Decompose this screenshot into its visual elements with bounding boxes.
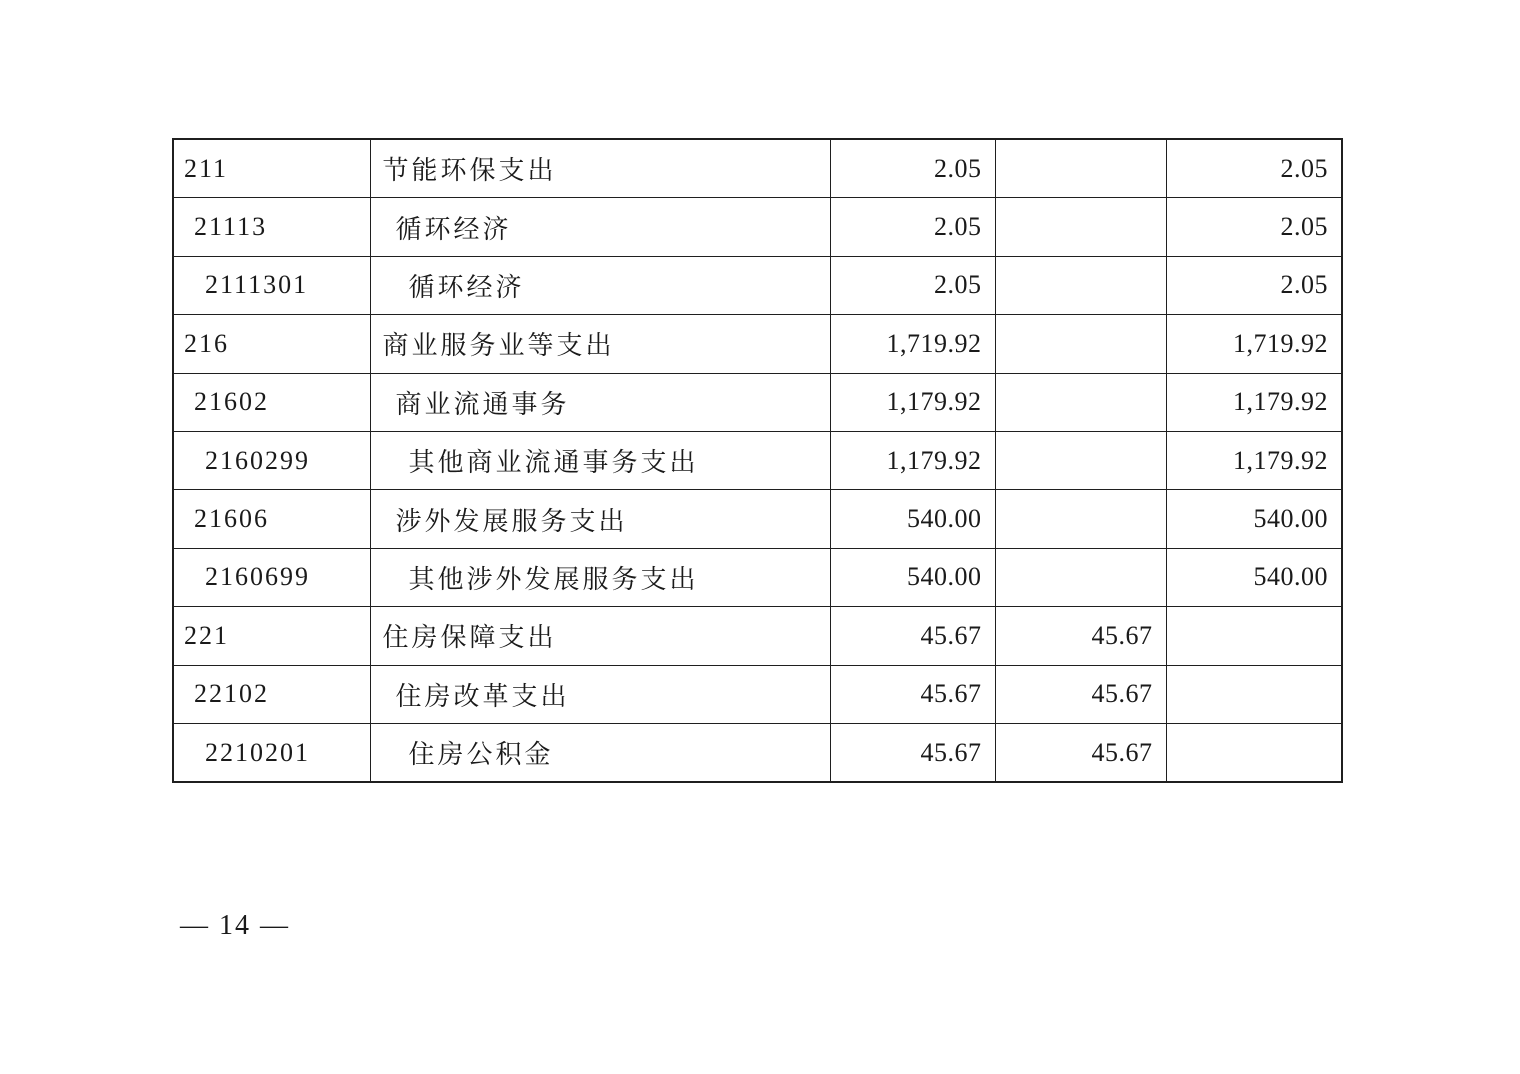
value-cell-total: 1,179.92 xyxy=(830,431,995,489)
value-cell-second: 45.67 xyxy=(995,723,1166,782)
code-cell: 21606 xyxy=(173,490,370,548)
table-row xyxy=(173,723,1342,782)
value-cell-total: 45.67 xyxy=(830,723,995,782)
value-cell-total: 540.00 xyxy=(830,548,995,606)
code-cell: 216 xyxy=(173,315,370,373)
value-cell-total: 540.00 xyxy=(830,490,995,548)
value-cell-third: 540.00 xyxy=(1166,490,1342,548)
code-cell: 2160699 xyxy=(173,548,370,606)
value-cell-total: 45.67 xyxy=(830,607,995,665)
value-cell-third xyxy=(1166,607,1342,665)
name-cell: 涉外发展服务支出 xyxy=(370,490,830,548)
name-cell: 住房保障支出 xyxy=(370,607,830,665)
code-cell: 2111301 xyxy=(173,256,370,314)
value-cell-second xyxy=(995,315,1166,373)
budget-table xyxy=(172,138,1343,783)
value-cell-total: 2.05 xyxy=(830,139,995,198)
page-number: — 14 — xyxy=(180,910,290,941)
name-cell: 循环经济 xyxy=(370,198,830,256)
value-cell-second xyxy=(995,198,1166,256)
value-cell-total: 1,179.92 xyxy=(830,373,995,431)
table-row xyxy=(173,315,1342,373)
name-cell: 住房改革支出 xyxy=(370,665,830,723)
table-row xyxy=(173,373,1342,431)
value-cell-second xyxy=(995,431,1166,489)
value-cell-third: 2.05 xyxy=(1166,198,1342,256)
code-cell: 2210201 xyxy=(173,723,370,782)
name-cell: 商业流通事务 xyxy=(370,373,830,431)
table-row xyxy=(173,490,1342,548)
name-cell: 其他涉外发展服务支出 xyxy=(370,548,830,606)
value-cell-third: 1,179.92 xyxy=(1166,431,1342,489)
table-row xyxy=(173,431,1342,489)
value-cell-second: 45.67 xyxy=(995,607,1166,665)
code-cell: 2160299 xyxy=(173,431,370,489)
value-cell-third xyxy=(1166,723,1342,782)
value-cell-third: 1,179.92 xyxy=(1166,373,1342,431)
table-row xyxy=(173,139,1342,198)
value-cell-second xyxy=(995,256,1166,314)
table-row xyxy=(173,665,1342,723)
value-cell-second xyxy=(995,373,1166,431)
code-cell: 211 xyxy=(173,139,370,198)
name-cell: 节能环保支出 xyxy=(370,139,830,198)
value-cell-third: 540.00 xyxy=(1166,548,1342,606)
table-row xyxy=(173,198,1342,256)
value-cell-third xyxy=(1166,665,1342,723)
value-cell-total: 2.05 xyxy=(830,256,995,314)
name-cell: 循环经济 xyxy=(370,256,830,314)
budget-table-body xyxy=(173,139,1342,782)
value-cell-second xyxy=(995,490,1166,548)
name-cell: 其他商业流通事务支出 xyxy=(370,431,830,489)
table-row xyxy=(173,607,1342,665)
code-cell: 21602 xyxy=(173,373,370,431)
value-cell-second: 45.67 xyxy=(995,665,1166,723)
value-cell-third: 2.05 xyxy=(1166,139,1342,198)
table-row xyxy=(173,256,1342,314)
value-cell-third: 1,719.92 xyxy=(1166,315,1342,373)
value-cell-total: 1,719.92 xyxy=(830,315,995,373)
value-cell-second xyxy=(995,548,1166,606)
value-cell-second xyxy=(995,139,1166,198)
value-cell-total: 2.05 xyxy=(830,198,995,256)
table-row xyxy=(173,548,1342,606)
code-cell: 21113 xyxy=(173,198,370,256)
name-cell: 住房公积金 xyxy=(370,723,830,782)
code-cell: 221 xyxy=(173,607,370,665)
code-cell: 22102 xyxy=(173,665,370,723)
name-cell: 商业服务业等支出 xyxy=(370,315,830,373)
value-cell-total: 45.67 xyxy=(830,665,995,723)
value-cell-third: 2.05 xyxy=(1166,256,1342,314)
